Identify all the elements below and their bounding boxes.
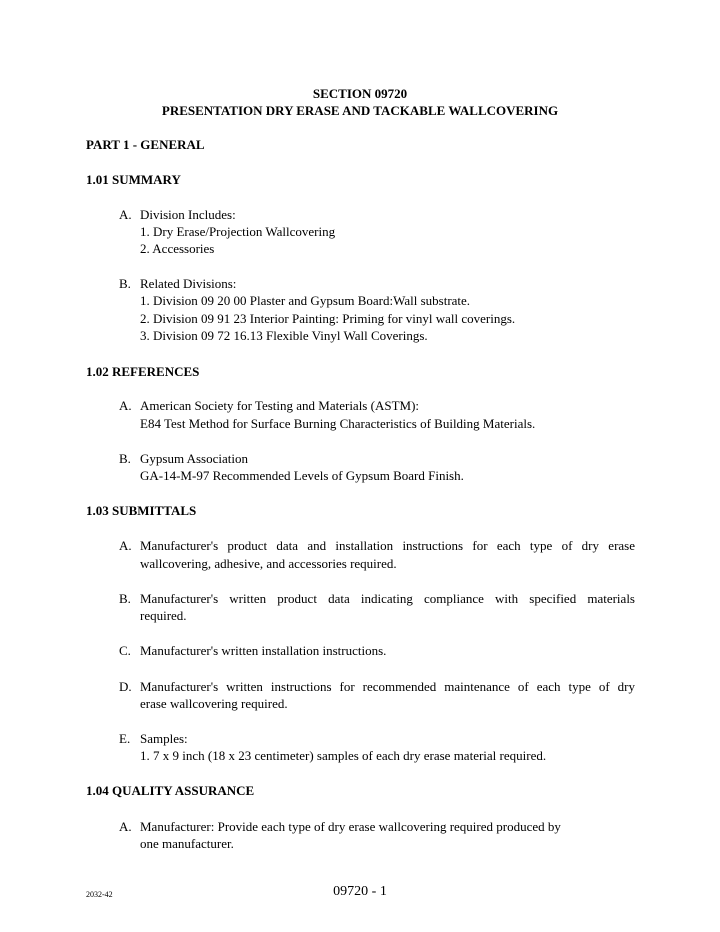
- subitem: 1. Division 09 20 00 Plaster and Gypsum Board:Wall substrate.: [140, 293, 471, 308]
- item-text: Division Includes:: [140, 207, 236, 222]
- subitem: 1. Dry Erase/Projection Wallcovering: [140, 224, 336, 239]
- item-text: Gypsum Association: [140, 451, 248, 466]
- item-text: Related Divisions:: [140, 276, 237, 291]
- page-number: 09720 - 1: [333, 884, 387, 899]
- section-number: SECTION 09720: [312, 86, 408, 101]
- subitem: 2. Division 09 91 23 Interior Painting: Priming for vinyl wall coverings.: [140, 311, 516, 326]
- item-letter: D.: [119, 679, 132, 694]
- item-text: Samples:: [140, 731, 188, 746]
- item-letter: B.: [119, 276, 131, 291]
- item-letter: C.: [119, 643, 131, 658]
- heading-references: 1.02 REFERENCES: [86, 364, 200, 379]
- item-letter: A.: [119, 207, 132, 222]
- item-letter: B.: [119, 591, 131, 606]
- item-letter: E.: [119, 731, 131, 746]
- doc-code: 2032-42: [86, 890, 113, 899]
- item-text: one manufacturer.: [140, 836, 234, 851]
- subitem: 2. Accessories: [140, 241, 215, 256]
- item-text: Manufacturer's written product data indicating compliance with specified materials: [140, 591, 635, 606]
- item-text: Manufacturer: Provide each type of dry erase wallcovering required produced by: [140, 819, 561, 834]
- heading-quality-assurance: 1.04 QUALITY ASSURANCE: [86, 783, 255, 798]
- item-letter: A.: [119, 819, 132, 834]
- item-subtext: E84 Test Method for Surface Burning Characteristics of Building Materials.: [140, 416, 536, 431]
- item-text: wallcovering, adhesive, and accessories required.: [140, 556, 397, 571]
- part-heading: PART 1 - GENERAL: [86, 137, 205, 152]
- subitem: 3. Division 09 72 16.13 Flexible Vinyl Wall Coverings.: [140, 328, 428, 343]
- item-letter: A.: [119, 398, 132, 413]
- heading-submittals: 1.03 SUBMITTALS: [86, 503, 197, 518]
- item-text: erase wallcovering required.: [140, 696, 288, 711]
- item-text: Manufacturer's written installation instructions.: [140, 643, 387, 658]
- item-subtext: GA-14-M-97 Recommended Levels of Gypsum Board Finish.: [140, 468, 464, 483]
- section-title: PRESENTATION DRY ERASE AND TACKABLE WALLCOVERING: [161, 103, 559, 118]
- item-text: American Society for Testing and Materials (ASTM):: [140, 398, 420, 413]
- heading-summary: 1.01 SUMMARY: [86, 172, 181, 187]
- item-text: Manufacturer's written instructions for recommended maintenance of each type of dry: [140, 679, 635, 694]
- item-letter: A.: [119, 538, 132, 553]
- subitem: 1. 7 x 9 inch (18 x 23 centimeter) samples of each dry erase material required.: [140, 748, 547, 763]
- item-text: required.: [140, 608, 187, 623]
- item-text: Manufacturer's product data and installation instructions for each type of dry erase: [140, 538, 635, 553]
- item-letter: B.: [119, 451, 131, 466]
